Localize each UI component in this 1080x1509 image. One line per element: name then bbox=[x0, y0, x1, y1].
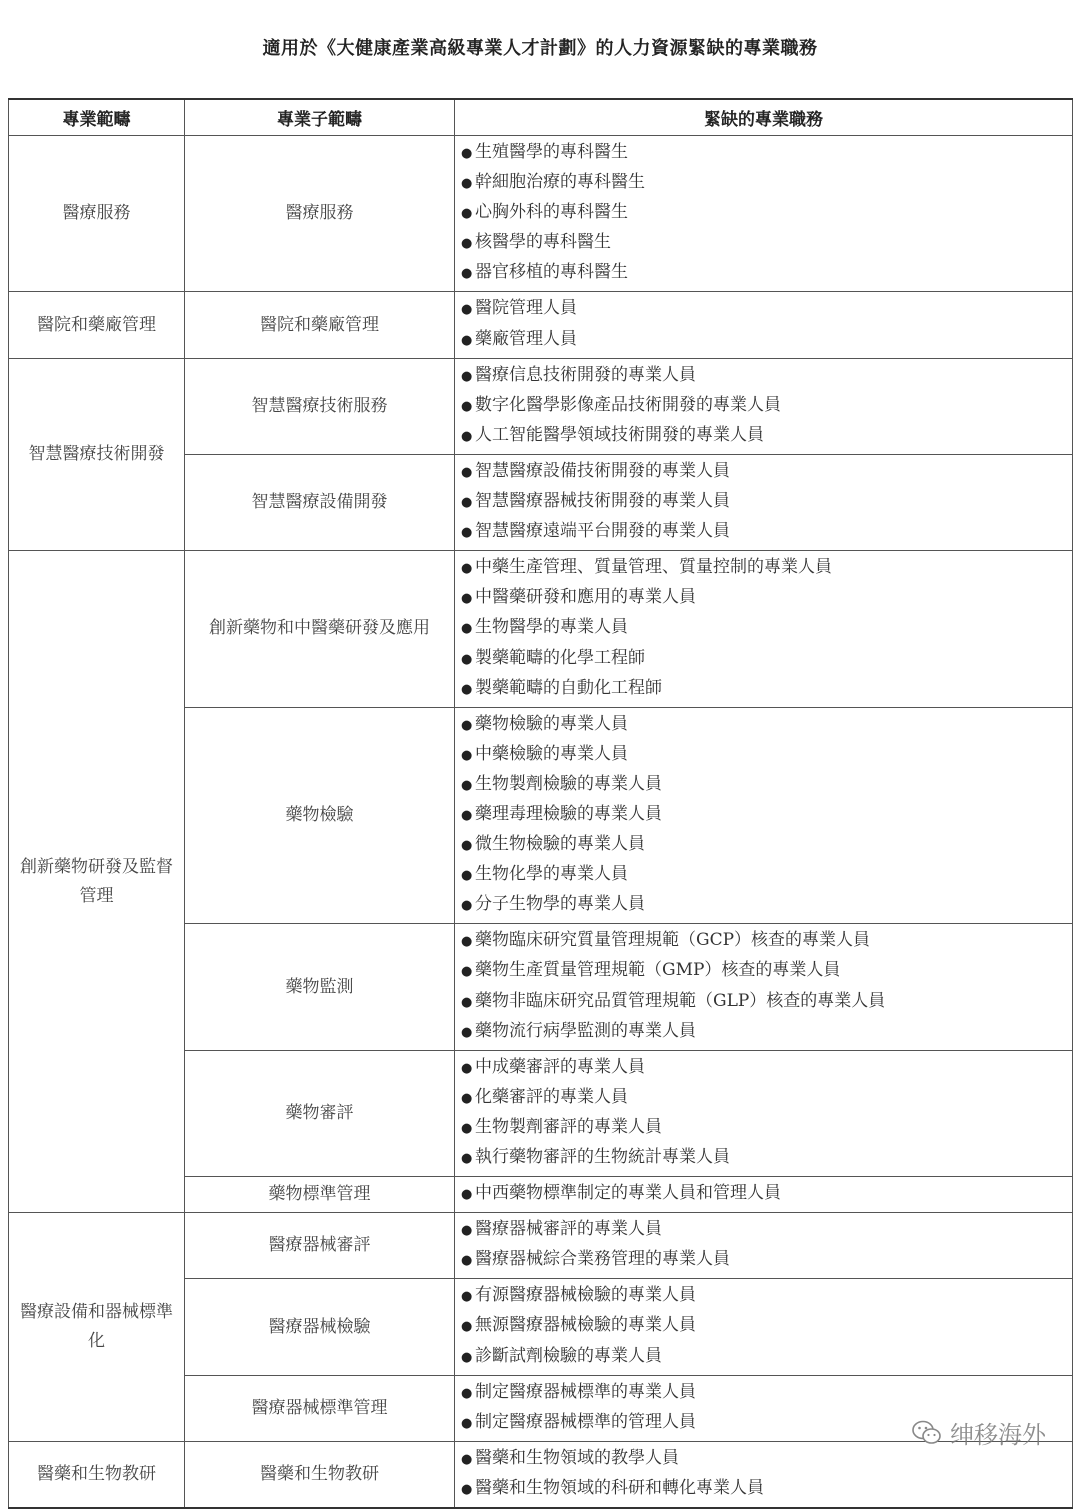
role-item bbox=[461, 644, 1068, 674]
role-text: 生物製劑檢驗的專業人員 bbox=[475, 773, 662, 794]
role-item bbox=[461, 517, 1068, 547]
roles-list bbox=[461, 1179, 1068, 1209]
header-subcategory: 專業子範疇 bbox=[185, 99, 455, 136]
role-item bbox=[461, 391, 1068, 421]
role-text: 藥物臨床研究質量管理規範（GCP）核查的專業人員 bbox=[475, 930, 871, 951]
role-item bbox=[461, 421, 1068, 451]
role-item bbox=[461, 1378, 1068, 1408]
role-text: 醫藥和生物領域的科研和轉化專業人員 bbox=[475, 1477, 764, 1498]
subcategory-cell: 藥物審評 bbox=[185, 1050, 455, 1176]
subcategory-cell: 醫藥和生物教研 bbox=[185, 1441, 455, 1508]
bullet-icon: ● bbox=[461, 1451, 473, 1467]
subcategory-cell: 醫療器械檢驗 bbox=[185, 1279, 455, 1375]
roles-cell bbox=[455, 924, 1073, 1050]
role-item bbox=[461, 1179, 1068, 1209]
bullet-icon: ● bbox=[461, 868, 473, 884]
bullet-icon: ● bbox=[461, 368, 473, 384]
roles-cell bbox=[455, 454, 1073, 550]
bullet-icon: ● bbox=[461, 266, 473, 282]
bullet-icon: ● bbox=[461, 1481, 473, 1497]
bullet-icon: ● bbox=[461, 964, 473, 980]
bullet-icon: ● bbox=[461, 1024, 473, 1040]
role-text: 醫院管理人員 bbox=[475, 298, 577, 319]
role-item bbox=[461, 830, 1068, 860]
role-text: 製藥範疇的自動化工程師 bbox=[475, 677, 662, 698]
role-text: 製藥範疇的化學工程師 bbox=[475, 647, 645, 668]
bullet-icon: ● bbox=[461, 1253, 473, 1269]
bullet-icon: ● bbox=[461, 1223, 473, 1239]
bullet-icon: ● bbox=[461, 934, 473, 950]
role-text: 藥物流行病學監測的專業人員 bbox=[475, 1020, 696, 1041]
role-text: 智慧醫療設備技術開發的專業人員 bbox=[475, 460, 730, 481]
role-text: 有源醫療器械檢驗的專業人員 bbox=[475, 1285, 696, 1306]
role-item bbox=[461, 457, 1068, 487]
role-item bbox=[461, 1143, 1068, 1173]
role-text: 制定醫療器械標準的專業人員 bbox=[475, 1381, 696, 1402]
role-text: 藥物檢驗的專業人員 bbox=[475, 713, 628, 734]
roles-list bbox=[461, 1053, 1068, 1173]
watermark bbox=[912, 1415, 1046, 1450]
roles-list bbox=[461, 926, 1068, 1046]
bullet-icon: ● bbox=[461, 525, 473, 541]
role-item bbox=[461, 228, 1068, 258]
role-item bbox=[461, 770, 1068, 800]
subcategory-cell: 醫療服務 bbox=[185, 136, 455, 292]
bullet-icon: ● bbox=[461, 1151, 473, 1166]
bullet-icon: ● bbox=[461, 464, 473, 480]
bullet-icon: ● bbox=[461, 591, 473, 607]
roles-list bbox=[461, 457, 1068, 547]
bullet-icon: ● bbox=[461, 681, 473, 697]
role-item bbox=[461, 1342, 1068, 1372]
role-text: 分子生物學的專業人員 bbox=[475, 894, 645, 915]
bullet-icon: ● bbox=[461, 717, 473, 733]
role-text: 核醫學的專科醫生 bbox=[475, 232, 611, 253]
role-item bbox=[461, 583, 1068, 613]
role-item bbox=[461, 1053, 1068, 1083]
role-item bbox=[461, 487, 1068, 517]
role-text: 中藥檢驗的專業人員 bbox=[475, 743, 628, 764]
role-item bbox=[461, 860, 1068, 890]
bullet-icon: ● bbox=[461, 332, 473, 348]
role-item bbox=[461, 613, 1068, 643]
roles-list bbox=[461, 1215, 1068, 1275]
role-item bbox=[461, 1474, 1068, 1504]
header-category: 專業範疇 bbox=[9, 99, 185, 136]
roles-list bbox=[461, 553, 1068, 703]
role-text: 生物製劑審評的專業人員 bbox=[475, 1116, 662, 1137]
roles-list bbox=[461, 1444, 1068, 1504]
role-text: 生物醫學的專業人員 bbox=[475, 617, 628, 638]
bullet-icon: ● bbox=[461, 561, 473, 577]
table-row bbox=[9, 292, 1073, 358]
role-text: 中醫藥研發和應用的專業人員 bbox=[475, 587, 696, 608]
bullet-icon: ● bbox=[461, 777, 473, 793]
role-item bbox=[461, 926, 1068, 956]
header-roles: 緊缺的專業職務 bbox=[455, 99, 1073, 136]
bullet-icon: ● bbox=[461, 495, 473, 511]
category-cell: 智慧醫療技術開發 bbox=[9, 358, 185, 551]
role-text: 醫療器械綜合業務管理的專業人員 bbox=[475, 1249, 730, 1270]
table-row bbox=[9, 358, 1073, 454]
subcategory-cell: 藥物檢驗 bbox=[185, 707, 455, 924]
roles-cell bbox=[455, 1050, 1073, 1176]
role-item bbox=[461, 800, 1068, 830]
subcategory-cell: 智慧醫療技術服務 bbox=[185, 358, 455, 454]
subcategory-cell: 創新藥物和中醫藥研發及應用 bbox=[185, 551, 455, 707]
subcategory-cell: 醫院和藥廠管理 bbox=[185, 292, 455, 358]
roles-list bbox=[461, 294, 1068, 354]
role-item bbox=[461, 294, 1068, 324]
wechat-icon bbox=[912, 1420, 942, 1446]
bullet-icon: ● bbox=[461, 994, 473, 1010]
role-item bbox=[461, 168, 1068, 198]
category-cell: 醫藥和生物教研 bbox=[9, 1441, 185, 1508]
role-text: 幹細胞治療的專科醫生 bbox=[475, 172, 645, 193]
page-title: 適用於《大健康產業高級專業人才計劃》的人力資源緊缺的專業職務 bbox=[262, 38, 818, 59]
role-text: 心胸外科的專科醫生 bbox=[475, 202, 628, 223]
subcategory-cell: 藥物標準管理 bbox=[185, 1177, 455, 1213]
roles-list bbox=[461, 138, 1068, 288]
role-text: 藥廠管理人員 bbox=[475, 328, 577, 349]
table-row bbox=[9, 136, 1073, 292]
role-text: 生物化學的專業人員 bbox=[475, 864, 628, 885]
table-row bbox=[9, 551, 1073, 707]
bullet-icon: ● bbox=[461, 398, 473, 414]
role-text: 藥物非臨床研究品質管理規範（GLP）核查的專業人員 bbox=[475, 990, 886, 1011]
roles-cell bbox=[455, 1177, 1073, 1213]
roles-cell bbox=[455, 1213, 1073, 1279]
role-text: 智慧醫療器械技術開發的專業人員 bbox=[475, 491, 730, 512]
role-text: 診斷試劑檢驗的專業人員 bbox=[475, 1345, 662, 1366]
table-row bbox=[9, 1213, 1073, 1279]
bullet-icon: ● bbox=[461, 206, 473, 222]
bullet-icon: ● bbox=[461, 898, 473, 914]
bullet-icon: ● bbox=[461, 747, 473, 763]
role-text: 中成藥審評的專業人員 bbox=[475, 1056, 645, 1077]
role-text: 藥理毒理檢驗的專業人員 bbox=[475, 803, 662, 824]
roles-list bbox=[461, 1281, 1068, 1371]
bullet-icon: ● bbox=[461, 428, 473, 444]
role-item bbox=[461, 325, 1068, 355]
role-text: 藥物生產質量管理規範（GMP）核查的專業人員 bbox=[475, 960, 841, 981]
roles-cell bbox=[455, 292, 1073, 358]
role-text: 醫療信息技術開發的專業人員 bbox=[475, 364, 696, 385]
bullet-icon: ● bbox=[461, 146, 473, 161]
watermark-text: 绅移海外 bbox=[950, 1421, 1046, 1449]
bullet-icon: ● bbox=[461, 621, 473, 637]
role-text: 微生物檢驗的專業人員 bbox=[475, 834, 645, 855]
role-text: 醫藥和生物領域的教學人員 bbox=[475, 1447, 679, 1468]
table-row bbox=[9, 1441, 1073, 1508]
bullet-icon: ● bbox=[461, 1415, 473, 1431]
role-text: 人工智能醫學領域技術開發的專業人員 bbox=[475, 424, 764, 445]
subcategory-cell: 醫療器械審評 bbox=[185, 1213, 455, 1279]
role-text: 化藥審評的專業人員 bbox=[475, 1086, 628, 1107]
subcategory-cell: 藥物監測 bbox=[185, 924, 455, 1050]
subcategory-cell: 醫療器械標準管理 bbox=[185, 1375, 455, 1441]
bullet-icon: ● bbox=[461, 651, 473, 667]
role-item bbox=[461, 890, 1068, 920]
table-header-row bbox=[9, 99, 1073, 136]
role-item bbox=[461, 987, 1068, 1017]
role-text: 執行藥物審評的生物統計專業人員 bbox=[475, 1147, 730, 1167]
category-cell: 醫療服務 bbox=[9, 136, 185, 292]
role-text: 中西藥物標準制定的專業人員和管理人員 bbox=[475, 1183, 781, 1204]
subcategory-cell: 智慧醫療設備開發 bbox=[185, 454, 455, 550]
role-item bbox=[461, 258, 1068, 288]
category-cell: 創新藥物研發及監督管理 bbox=[9, 551, 185, 1213]
role-item bbox=[461, 1245, 1068, 1275]
role-item bbox=[461, 956, 1068, 986]
role-item bbox=[461, 1215, 1068, 1245]
role-item bbox=[461, 138, 1068, 168]
bullet-icon: ● bbox=[461, 1289, 473, 1305]
role-item bbox=[461, 674, 1068, 704]
role-text: 中藥生產管理、質量管理、質量控制的專業人員 bbox=[475, 557, 832, 578]
bullet-icon: ● bbox=[461, 1060, 473, 1076]
role-text: 醫療器械審評的專業人員 bbox=[475, 1219, 662, 1240]
roles-cell bbox=[455, 136, 1073, 292]
bullet-icon: ● bbox=[461, 838, 473, 854]
roles-cell bbox=[455, 1279, 1073, 1375]
roles-cell bbox=[455, 1441, 1073, 1508]
category-cell: 醫療設備和器械標準化 bbox=[9, 1213, 185, 1442]
role-item bbox=[461, 1113, 1068, 1143]
roles-list bbox=[461, 361, 1068, 451]
role-text: 無源醫療器械檢驗的專業人員 bbox=[475, 1315, 696, 1336]
role-item bbox=[461, 740, 1068, 770]
role-text: 制定醫療器械標準的管理人員 bbox=[475, 1411, 696, 1432]
roles-cell bbox=[455, 551, 1073, 707]
bullet-icon: ● bbox=[461, 1385, 473, 1401]
bullet-icon: ● bbox=[461, 1319, 473, 1335]
role-item bbox=[461, 1083, 1068, 1113]
talent-table bbox=[8, 98, 1073, 1509]
role-text: 器官移植的專科醫生 bbox=[475, 262, 628, 283]
bullet-icon: ● bbox=[461, 807, 473, 823]
bullet-icon: ● bbox=[461, 1187, 473, 1203]
role-item bbox=[461, 553, 1068, 583]
category-cell: 醫院和藥廠管理 bbox=[9, 292, 185, 358]
roles-cell bbox=[455, 358, 1073, 454]
role-item bbox=[461, 1311, 1068, 1341]
bullet-icon: ● bbox=[461, 1090, 473, 1106]
role-item bbox=[461, 361, 1068, 391]
role-item bbox=[461, 1017, 1068, 1047]
bullet-icon: ● bbox=[461, 1120, 473, 1136]
bullet-icon: ● bbox=[461, 302, 473, 318]
bullet-icon: ● bbox=[461, 176, 473, 192]
role-item bbox=[461, 198, 1068, 228]
role-item bbox=[461, 710, 1068, 740]
role-text: 生殖醫學的專科醫生 bbox=[475, 142, 628, 162]
roles-list bbox=[461, 710, 1068, 921]
roles-cell bbox=[455, 707, 1073, 924]
role-text: 數字化醫學影像產品技術開發的專業人員 bbox=[475, 394, 781, 415]
role-text: 智慧醫療遠端平台開發的專業人員 bbox=[475, 521, 730, 542]
bullet-icon: ● bbox=[461, 1349, 473, 1365]
bullet-icon: ● bbox=[461, 236, 473, 252]
role-item bbox=[461, 1281, 1068, 1311]
